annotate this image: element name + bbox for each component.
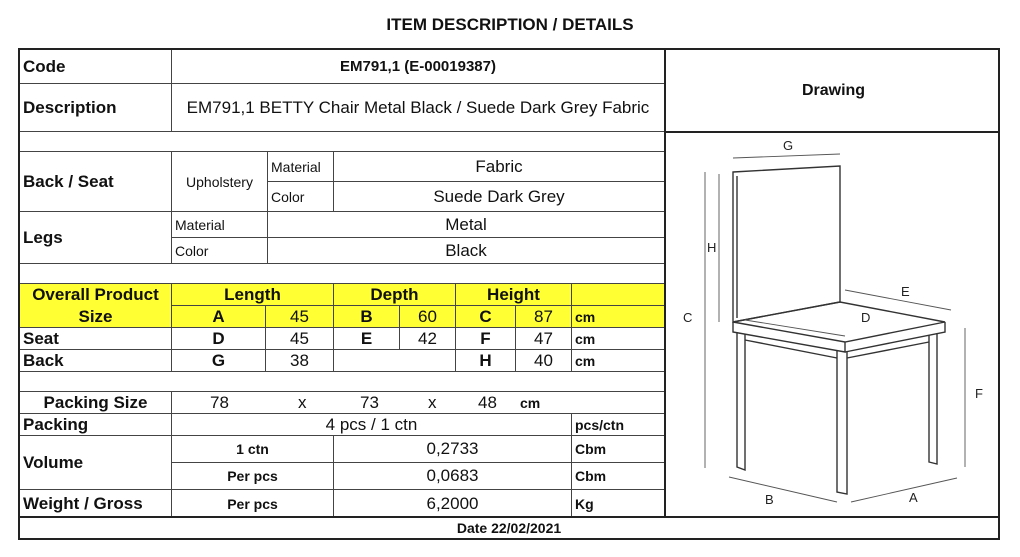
seat-label: Seat — [20, 328, 172, 350]
packing-size-length: 78 — [210, 392, 229, 412]
packing-size-x1: x — [298, 392, 307, 412]
chair-seat-side-edge — [845, 322, 945, 352]
back-seat-material-value: Fabric — [334, 152, 665, 182]
packing-label: Packing — [20, 414, 172, 436]
document-title: ITEM DESCRIPTION / DETAILS — [386, 15, 634, 34]
dim-label-b: B — [765, 492, 774, 507]
weight-unit: Kg — [572, 490, 665, 518]
dim-label-e: E — [901, 284, 910, 299]
packing-size-width: 73 — [360, 392, 379, 412]
packing-unit: pcs/ctn — [572, 414, 665, 436]
drawing-label: Drawing — [801, 82, 866, 99]
volume-ctn-value: 0,2733 — [334, 436, 572, 463]
overall-size-label-line2: Size — [78, 306, 113, 326]
spacer-row — [20, 264, 665, 284]
chair-drawing — [665, 132, 1002, 518]
dim-code-c: C — [456, 306, 516, 328]
dim-code-a: A — [172, 306, 266, 328]
dim-value-f: 47 — [516, 328, 572, 350]
dim-code-g: G — [172, 350, 266, 372]
back-label: Back — [20, 350, 172, 372]
dim-value-e: 42 — [400, 328, 456, 350]
code-label: Code — [20, 50, 172, 84]
back-seat-color-label: Color — [268, 182, 334, 212]
packing-size-values — [172, 392, 665, 414]
volume-pcs-label: Per pcs — [172, 463, 334, 490]
dim-label-c: C — [683, 310, 693, 325]
packing-value: 4 pcs / 1 ctn — [172, 414, 572, 436]
date-footer: Date 22/02/2021 — [456, 520, 562, 536]
back-seat-material-label: Material — [268, 152, 334, 182]
dim-value-g: 38 — [266, 350, 334, 372]
dim-value-a: 45 — [266, 306, 334, 328]
dim-label-g: G — [783, 138, 794, 153]
dim-code-f: F — [456, 328, 516, 350]
packing-size-label: Packing Size — [20, 392, 172, 414]
packing-size-unit: cm — [520, 394, 541, 411]
chair-leg-front-right — [837, 350, 847, 494]
dim-value-b: 60 — [400, 306, 456, 328]
item-details-sheet — [18, 48, 1000, 540]
packing-size-x2: x — [428, 392, 437, 412]
volume-ctn-unit: Cbm — [572, 436, 665, 463]
code-value: EM791,1 (E-00019387) — [172, 50, 665, 84]
legs-material-label: Material — [172, 212, 268, 238]
dim-value-h: 40 — [516, 350, 572, 372]
dim-code-e: E — [334, 328, 400, 350]
dim-empty-cell — [334, 350, 456, 372]
dim-label-d: D — [861, 310, 871, 325]
description-value: EM791,1 BETTY Chair Metal Black / Suede Dark Grey Fabric — [172, 84, 665, 132]
weight-label: Weight / Gross — [20, 490, 172, 518]
dim-value-d: 45 — [266, 328, 334, 350]
legs-color-value: Black — [268, 238, 665, 264]
dim-label-a: A — [909, 490, 918, 505]
weight-value: 6,2000 — [334, 490, 572, 518]
dim-code-b: B — [334, 306, 400, 328]
legs-color-label: Color — [172, 238, 268, 264]
legs-material-value: Metal — [268, 212, 665, 238]
dim-label-f: F — [975, 386, 983, 401]
volume-pcs-value: 0,0683 — [334, 463, 572, 490]
volume-label: Volume — [20, 436, 172, 490]
dimension-labels — [683, 138, 983, 507]
spacer-row — [20, 132, 665, 152]
upholstery-label: Upholstery — [172, 152, 268, 212]
weight-pcs-label: Per pcs — [172, 490, 334, 518]
packing-size-height: 48 — [478, 392, 497, 412]
chair-seat — [733, 302, 945, 342]
chair-rail-side — [847, 342, 929, 358]
volume-ctn-label: 1 ctn — [172, 436, 334, 463]
dim-code-h: H — [456, 350, 516, 372]
chair-backrest — [733, 166, 840, 322]
height-header: Height — [456, 284, 572, 306]
depth-header: Depth — [334, 284, 456, 306]
dim-unit-overall: cm — [572, 306, 665, 328]
unit-header-blank — [572, 284, 665, 306]
description-label: Description — [20, 84, 172, 132]
volume-pcs-unit: Cbm — [572, 463, 665, 490]
back-seat-color-value: Suede Dark Grey — [334, 182, 665, 212]
overall-size-label-line1: Overall Product — [32, 284, 159, 304]
chair-leg-front-left — [737, 332, 745, 470]
dim-unit-seat: cm — [572, 328, 665, 350]
dim-unit-back: cm — [572, 350, 665, 372]
dim-label-h: H — [707, 240, 717, 255]
chair-leg-back-right — [929, 333, 937, 464]
dim-code-d: D — [172, 328, 266, 350]
back-seat-label: Back / Seat — [20, 152, 172, 212]
dim-value-c: 87 — [516, 306, 572, 328]
length-header: Length — [172, 284, 334, 306]
chair-seat-front-edge — [733, 322, 845, 352]
legs-label: Legs — [20, 212, 172, 264]
chair-drawing-svg — [665, 132, 1002, 518]
spacer-row — [20, 372, 665, 392]
overall-size-label — [20, 284, 172, 328]
